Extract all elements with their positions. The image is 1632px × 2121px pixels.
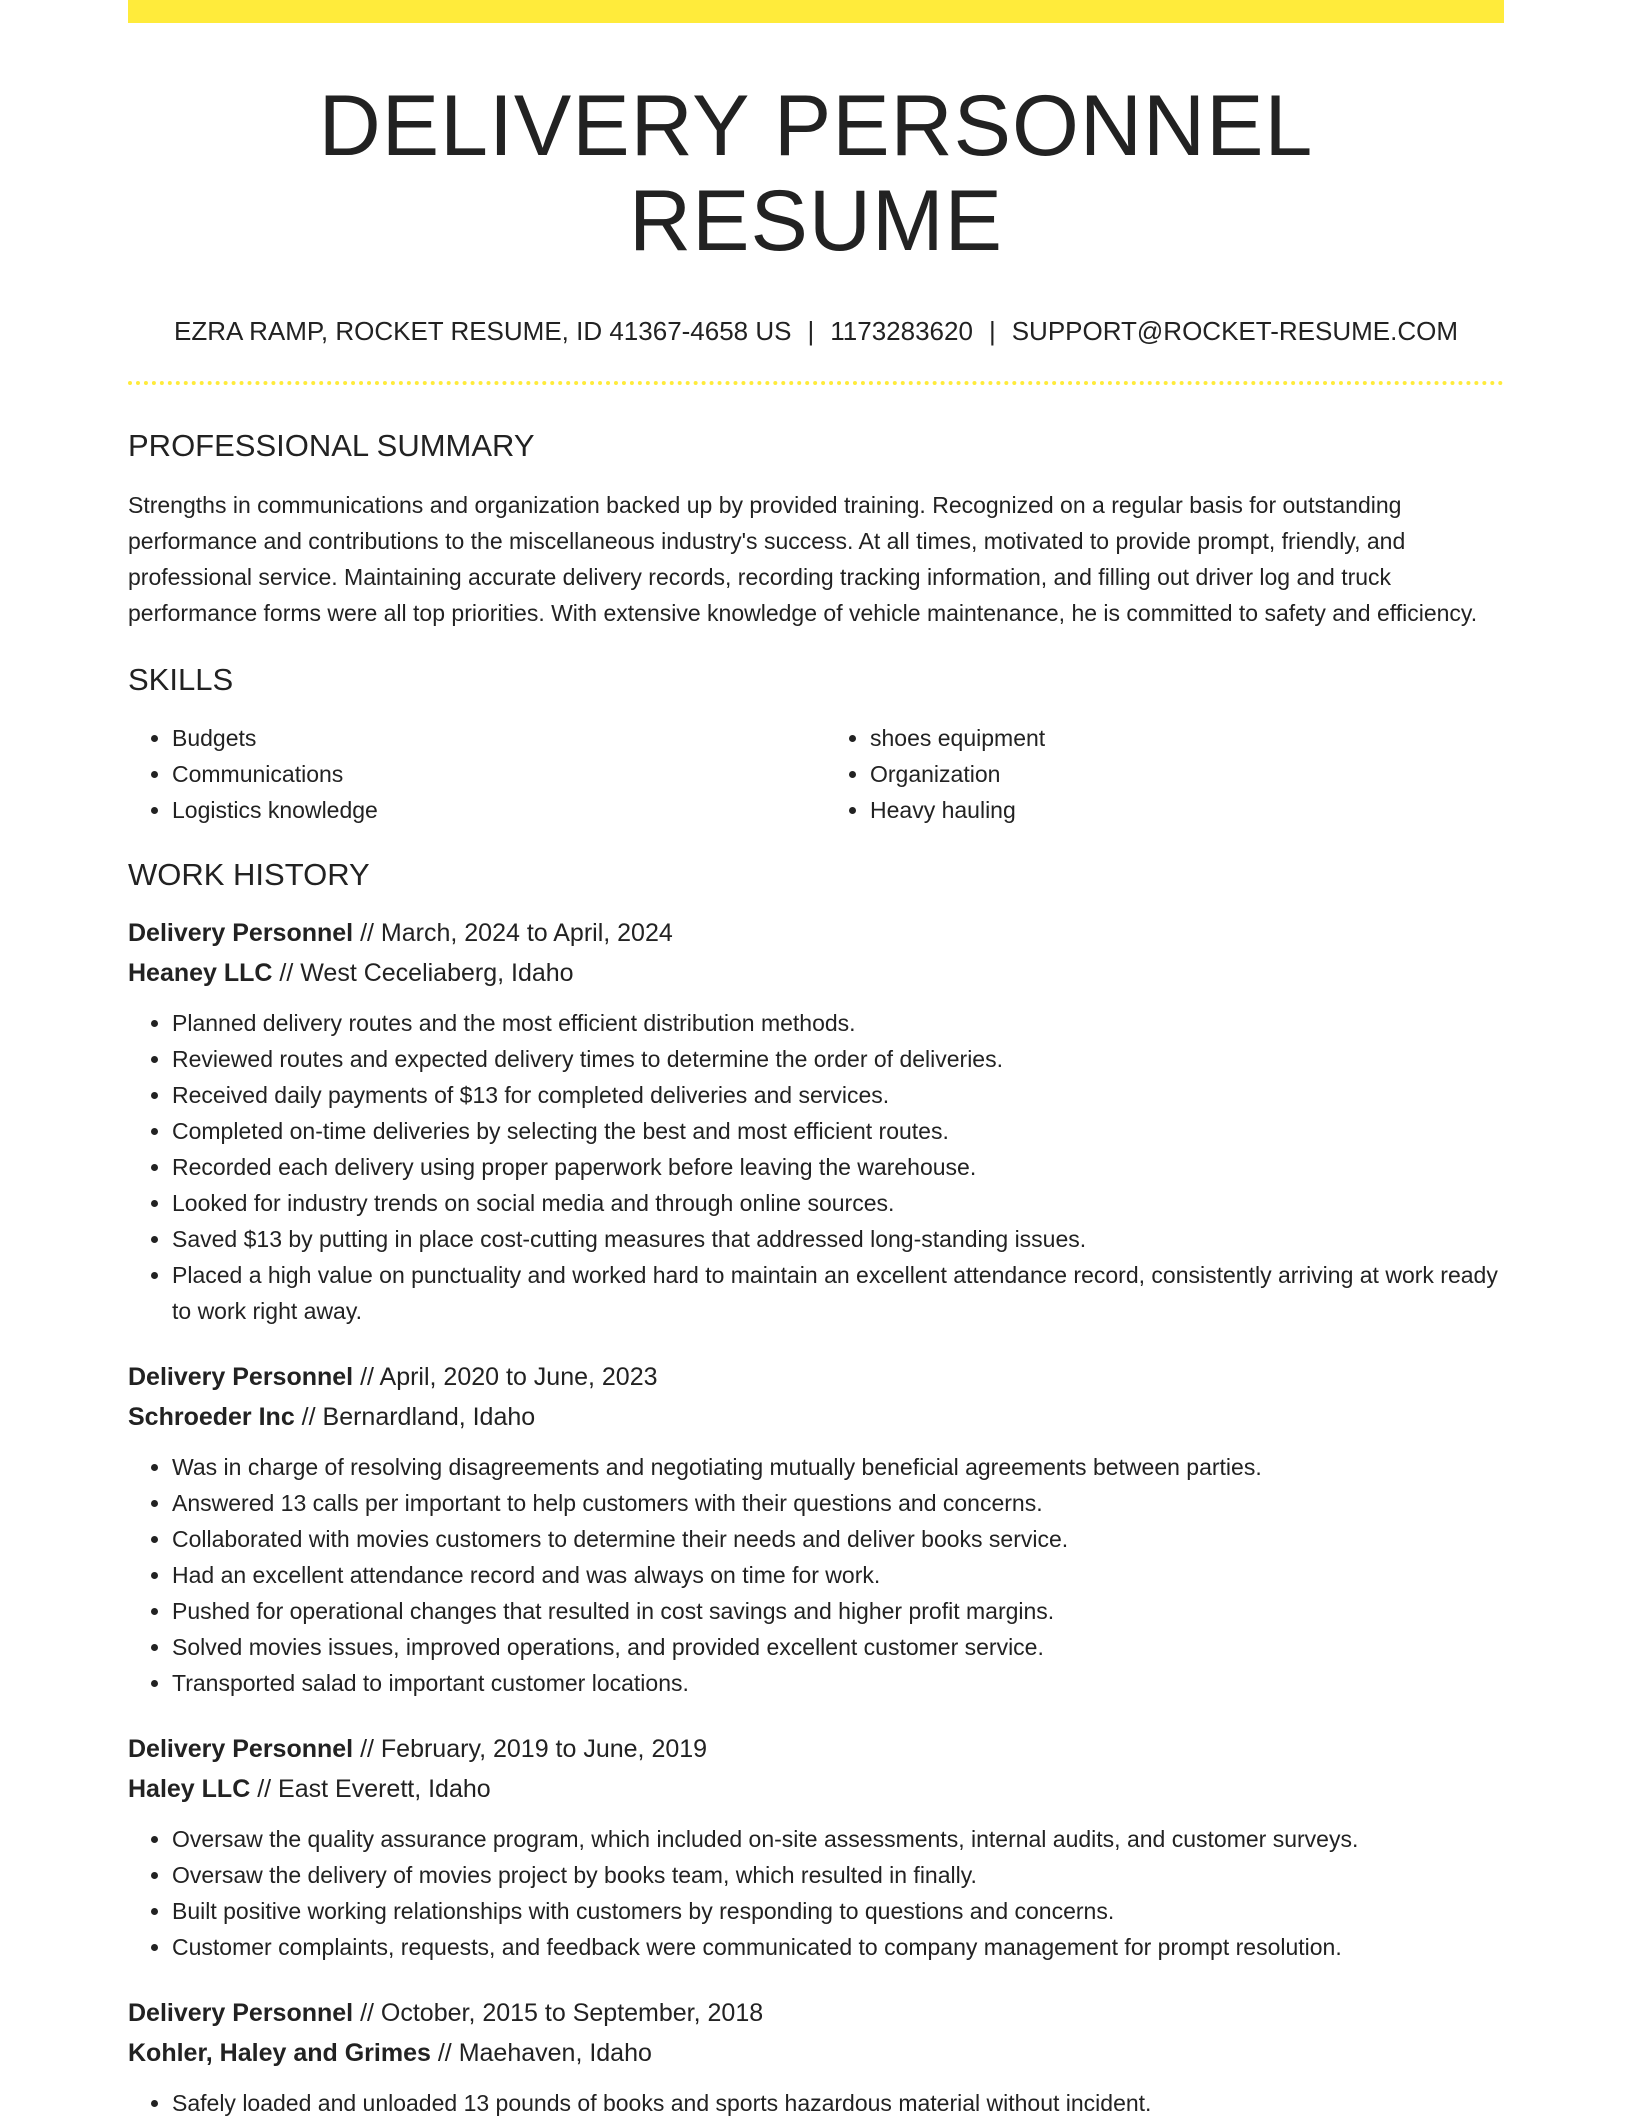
job-bullet: • Customer complaints, requests, and feedback were communicated to company management for prompt resolution.	[172, 1929, 1504, 1965]
header-divider	[128, 381, 1504, 385]
top-accent-bar	[128, 0, 1504, 23]
job-bullet: • Received daily payments of $13 for completed deliveries and services.	[172, 1077, 1504, 1113]
contact-separator: |	[988, 316, 996, 347]
job-bullet: • Placed a high value on punctuality and worked hard to maintain an excellent attendance record, consistently arriving at work ready to work right away.	[172, 1257, 1504, 1329]
job-bullet: • Saved $13 by putting in place cost-cutting measures that addressed long-standing issues.	[172, 1221, 1504, 1257]
job-bullets	[128, 2085, 1504, 2121]
skill-item: • Communications	[172, 756, 806, 792]
job-entry	[128, 913, 1504, 1329]
job-title: Delivery Personnel	[128, 1734, 354, 1763]
job-bullet: • Built positive working relationships with customers by responding to questions and concerns.	[172, 1893, 1504, 1929]
job-bullet: • Was in charge of resolving disagreements and negotiating mutually beneficial agreements between parties.	[172, 1449, 1504, 1485]
job-company: Heaney LLC	[128, 958, 273, 987]
summary-text: Strengths in communications and organization backed up by provided training. Recognized on a regular basis for outstanding performance and contributions to the miscellaneous industry's success. At all times, motivated to provide prompt, friendly, and professional service. Maintaining accurate delivery records, recording tracking information, and filling out driver log and truck performance forms were all top priorities. With extensive knowledge of vehicle maintenance, he is committed to safety and efficiency.	[128, 491, 1478, 626]
job-title: Delivery Personnel	[128, 1998, 354, 2027]
job-entry	[128, 1729, 1504, 1965]
job-bullets	[128, 1449, 1504, 1701]
job-bullet: • Had an excellent attendance record and was always on time for work.	[172, 1557, 1504, 1593]
job-dates: // February, 2019 to June, 2019	[353, 1734, 708, 1763]
skills-list-left	[128, 720, 806, 828]
job-bullet: • Oversaw the delivery of movies project by books team, which resulted in finally.	[172, 1857, 1504, 1893]
skills-heading: SKILLS	[128, 661, 234, 697]
job-bullet: • Answered 13 calls per important to help customers with their questions and concerns.	[172, 1485, 1504, 1521]
job-title-line	[128, 1357, 1504, 1397]
job-bullet: • Looked for industry trends on social media and through online sources.	[172, 1185, 1504, 1221]
job-company: Haley LLC	[128, 1774, 251, 1803]
job-bullet: • Solved movies issues, improved operations, and provided excellent customer service.	[172, 1629, 1504, 1665]
contact-separator: |	[807, 316, 815, 347]
job-bullet: • Pushed for operational changes that resulted in cost savings and higher profit margins.	[172, 1593, 1504, 1629]
job-company: Schroeder Inc	[128, 1402, 295, 1431]
job-location: // West Ceceliaberg, Idaho	[272, 958, 574, 987]
job-entry	[128, 1993, 1504, 2121]
job-bullet: • Collaborated with movies customers to determine their needs and deliver books service.	[172, 1521, 1504, 1557]
work-history-heading: WORK HISTORY	[128, 856, 370, 892]
job-location: // Maehaven, Idaho	[430, 2038, 652, 2067]
summary-heading: PROFESSIONAL SUMMARY	[128, 428, 535, 464]
job-bullet: • Safely loaded and unloaded 13 pounds of books and sports hazardous material without incident.	[172, 2085, 1504, 2121]
job-bullet: • Oversaw the quality assurance program, which included on-site assessments, internal audits, and customer surveys.	[172, 1821, 1504, 1857]
skills-list-right	[826, 720, 1504, 828]
contact-email: SUPPORT@ROCKET-RESUME.COM	[1011, 316, 1458, 347]
job-location: // East Everett, Idaho	[250, 1774, 491, 1803]
skill-item: • Heavy hauling	[870, 792, 1504, 828]
job-company-line	[128, 1397, 1504, 1437]
contact-line	[128, 316, 1504, 347]
job-company: Kohler, Haley and Grimes	[128, 2038, 431, 2067]
job-company-line	[128, 2033, 1504, 2073]
job-title-line	[128, 1729, 1504, 1769]
skill-item: • Organization	[870, 756, 1504, 792]
job-bullet: • Planned delivery routes and the most efficient distribution methods.	[172, 1005, 1504, 1041]
resume-page	[128, 0, 1504, 2121]
job-dates: // March, 2024 to April, 2024	[353, 918, 673, 947]
contact-address: EZRA RAMP, ROCKET RESUME, ID 41367-4658 US	[174, 316, 792, 347]
job-bullets	[128, 1005, 1504, 1329]
job-title: Delivery Personnel	[128, 918, 354, 947]
job-bullet: • Recorded each delivery using proper paperwork before leaving the warehouse.	[172, 1149, 1504, 1185]
job-title-line	[128, 913, 1504, 953]
skill-item: • Logistics knowledge	[172, 792, 806, 828]
job-title-line	[128, 1993, 1504, 2033]
job-dates: // April, 2020 to June, 2023	[353, 1362, 658, 1391]
job-dates: // October, 2015 to September, 2018	[353, 1998, 764, 2027]
job-bullets	[128, 1821, 1504, 1965]
job-company-line	[128, 1769, 1504, 1809]
skill-item: • shoes equipment	[870, 720, 1504, 756]
job-title: Delivery Personnel	[128, 1362, 354, 1391]
job-bullet: • Completed on-time deliveries by selecting the best and most efficient routes.	[172, 1113, 1504, 1149]
job-company-line	[128, 953, 1504, 993]
job-bullet: • Transported salad to important customer locations.	[172, 1665, 1504, 1701]
resume-title: DELIVERY PERSONNEL RESUME	[318, 78, 1314, 269]
skills-grid	[128, 720, 1504, 828]
skill-item: • Budgets	[172, 720, 806, 756]
contact-phone: 1173283620	[830, 316, 973, 347]
job-bullet: • Reviewed routes and expected delivery times to determine the order of deliveries.	[172, 1041, 1504, 1077]
job-entry	[128, 1357, 1504, 1701]
job-location: // Bernardland, Idaho	[294, 1402, 536, 1431]
